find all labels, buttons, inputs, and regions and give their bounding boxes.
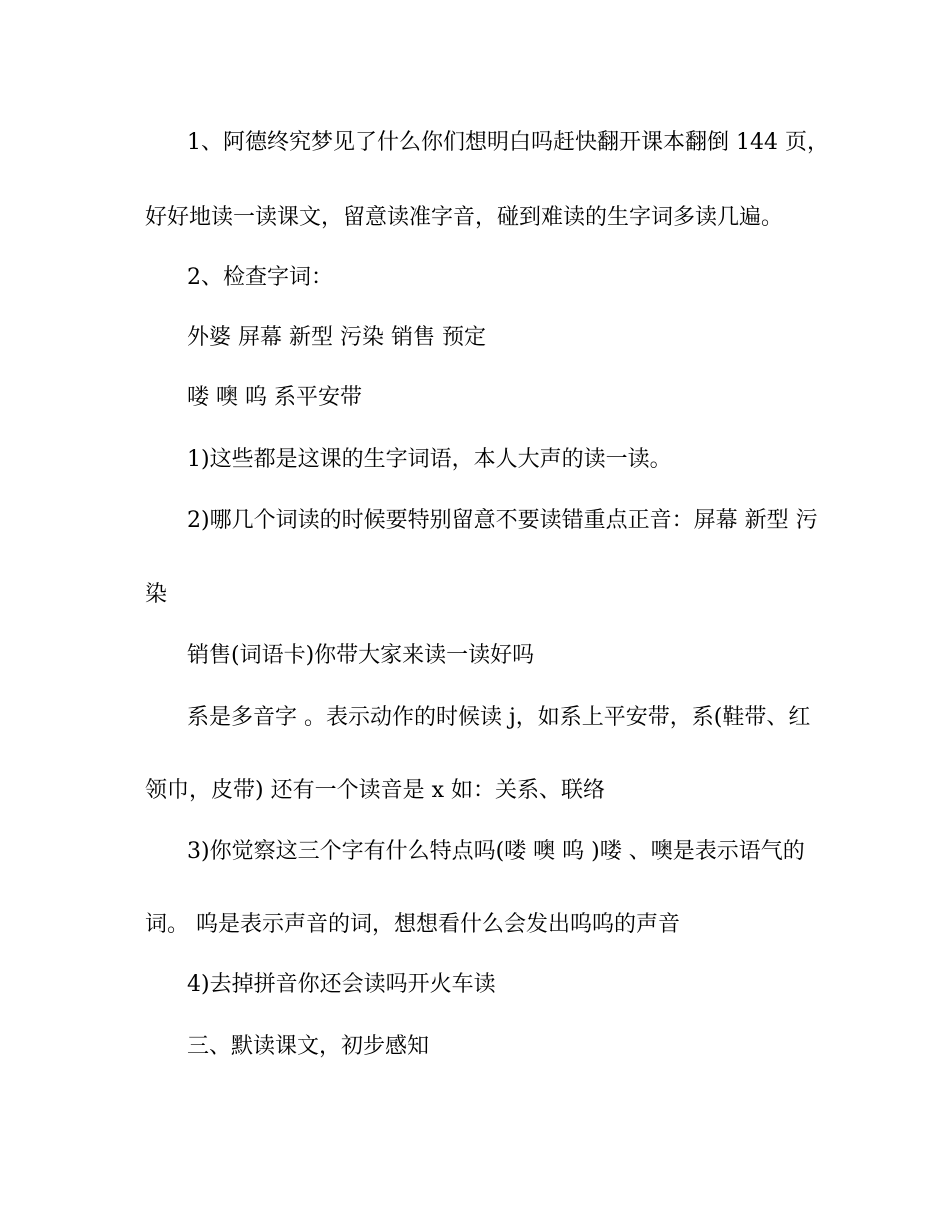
step-2-continuation: 染 — [145, 582, 168, 607]
step-1-line: 1)这些都是这课的生字词语，本人大声的读一读。 — [187, 447, 672, 472]
polyphone-line-2: 领巾，皮带) 还有一个读音是 x 如：关系、联络 — [145, 778, 605, 803]
word-list-2: 喽 噢 呜 系平安带 — [187, 385, 362, 410]
step-2-line: 2)哪几个词读的时候要特别留意不要读错重点正音：屏幕 新型 污 — [187, 508, 818, 533]
word-card-line: 销售(词语卡)你带大家来读一读好吗 — [187, 643, 535, 668]
step-3-continuation: 词。 呜是表示声音的词，想想看什么会发出呜呜的声音 — [145, 912, 680, 937]
step-3-line: 3)你觉察这三个字有什么特点吗(喽 噢 呜 )喽 、噢是表示语气的 — [187, 839, 805, 864]
word-list-1: 外婆 屏幕 新型 污染 销售 预定 — [187, 325, 486, 350]
section-heading-check-words: 2、检查字词： — [187, 265, 333, 290]
paragraph-line-2: 好好地读一读课文，留意读准字音，碰到难读的生字词多读几遍。 — [145, 205, 784, 230]
paragraph-line-1: 1、阿德终究梦见了什么你们想明白吗赶快翻开课本翻倒 144 页， — [187, 130, 829, 155]
polyphone-line-1: 系是多音字 。表示动作的时候读 j，如系上平安带，系(鞋带、红 — [187, 705, 811, 730]
section-heading-silent-reading: 三、默读课文，初步感知 — [187, 1034, 430, 1059]
step-4-line: 4)去掉拼音你还会读吗开火车读 — [187, 972, 496, 997]
